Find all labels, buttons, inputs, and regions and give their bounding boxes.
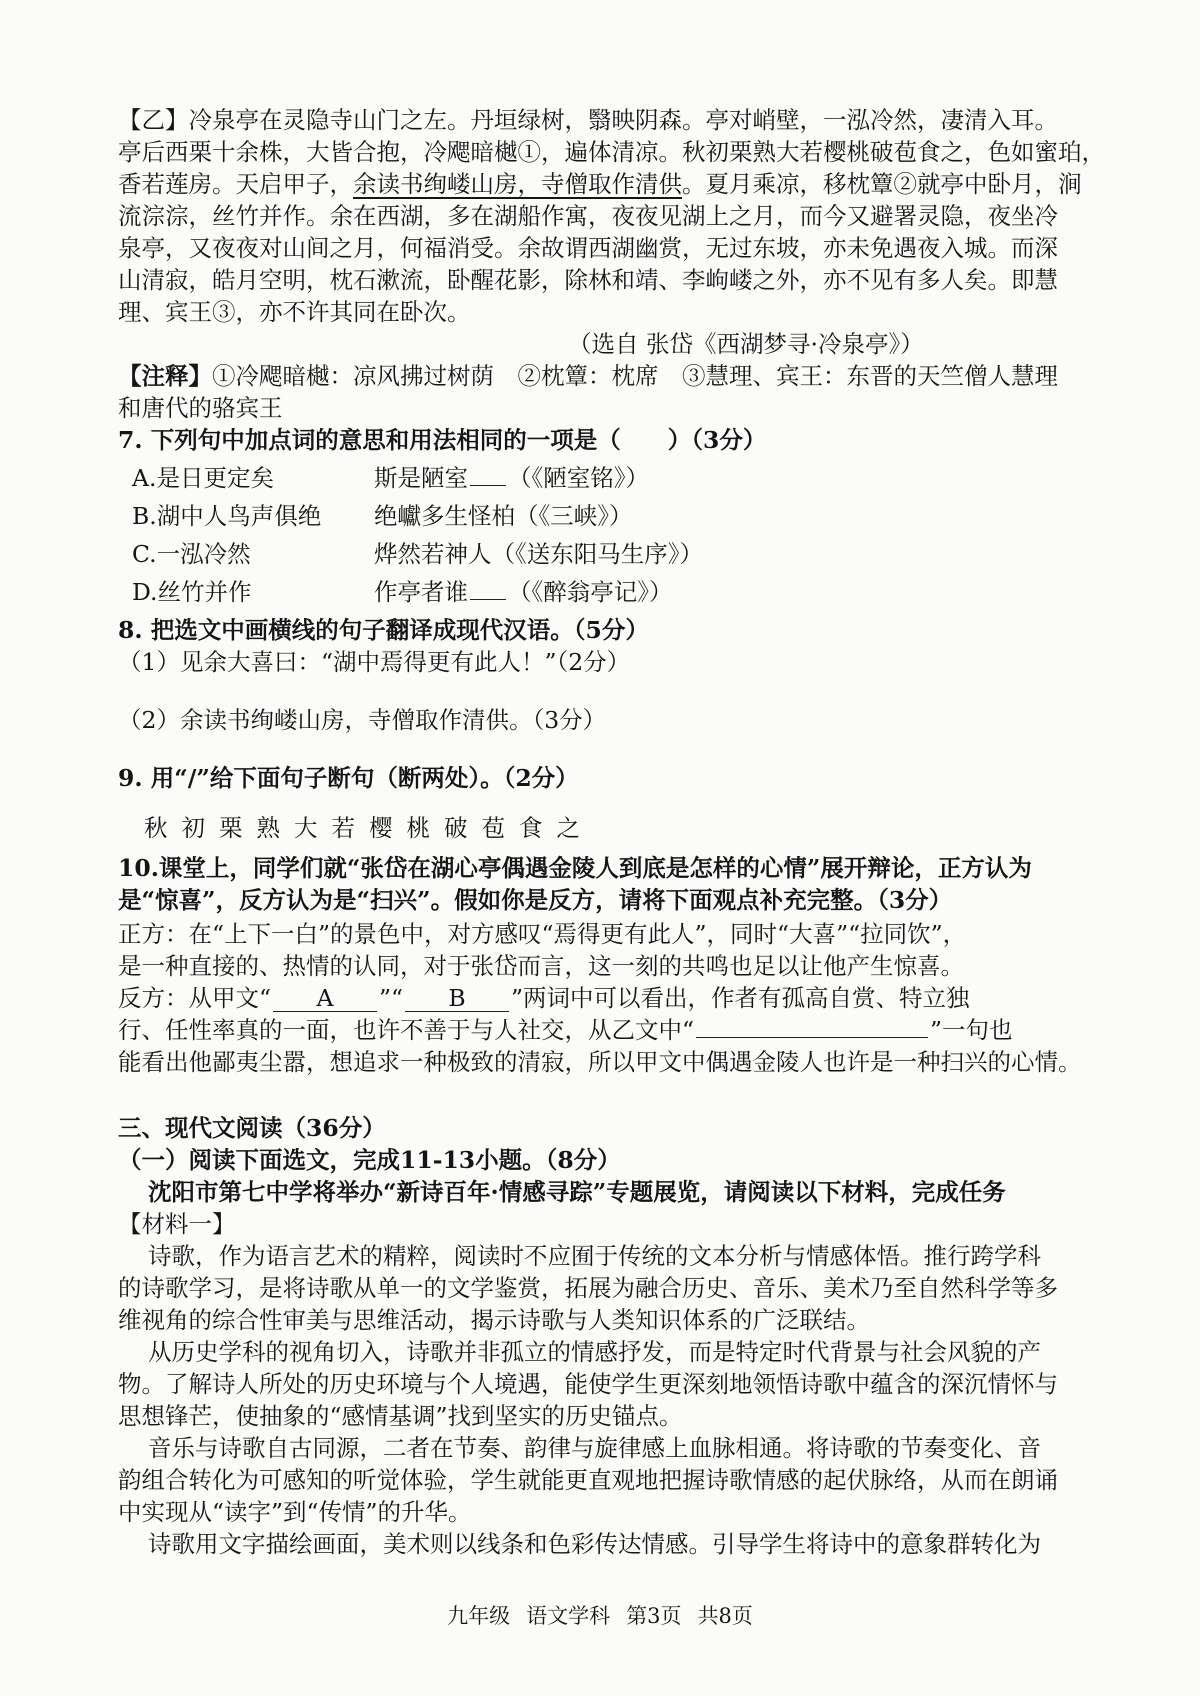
material-p-10: 诗歌用文字描绘画面，美术则以线条和色彩传达情感。引导学生将诗中的意象群转化为 bbox=[148, 1530, 1041, 1558]
passage-b-line-1: 【乙】冷泉亭在灵隐寺山门之左。丹垣绿树，翳映阴森。亭对峭壁，一泓冷然，凄清入耳。 bbox=[118, 106, 1058, 134]
q10-con-line-2: 行、任性率真的一面，也许不善于与人社交，从乙文中“ ”一句也 bbox=[118, 1016, 1013, 1044]
blank-c[interactable] bbox=[696, 1037, 928, 1038]
material-p-7: 音乐与诗歌自古同源，二者在节奏、韵律与旋律感上血脉相通。将诗歌的节奏变化、音 bbox=[148, 1434, 1041, 1462]
q10-stem-line-2: 是“惊喜”，反方认为是“扫兴”。假如你是反方，请将下面观点补充完整。（3分） bbox=[118, 886, 953, 914]
passage-b-line-2: 亭后西栗十余株，大皆合抱，冷飔暗樾①，遍体清凉。秋初栗熟大若樱桃破苞食之，色如蜜珀， bbox=[118, 138, 1105, 166]
q7-option-d-compare: 作亭者谁 （《醉翁亭记》） bbox=[374, 578, 673, 606]
passage-source: （选自 张岱《西湖梦寻·冷泉亭》） bbox=[568, 330, 924, 358]
q7-option-a-compare: 斯是陋室 （《陋室铭》） bbox=[374, 464, 649, 492]
section-3-part-1: （一）阅读下面选文，完成11-13小题。（8分） bbox=[118, 1146, 621, 1174]
passage-b-line-6: 山清寂，皓月空明，枕石漱流，卧醒花影，除林和靖、李岣嵝之外，亦不见有多人矣。即慧 bbox=[118, 266, 1058, 294]
passage-b-line-4: 流淙淙，丝竹并作。余在西湖，多在湖船作寓，夜夜见湖上之月，而今又避署灵隐，夜坐冷 bbox=[118, 202, 1058, 230]
material-p-9: 中实现从“读字”到“传情”的升华。 bbox=[118, 1498, 472, 1526]
q10-con-line-1: 反方：从甲文“ A ”“ B ”两词中可以看出，作者有孤高自赏、特立独 bbox=[118, 984, 970, 1012]
section-3-title: 三、现代文阅读（36分） bbox=[118, 1114, 386, 1142]
q9-stem: 9. 用“/”给下面句子断句（断两处）。（2分） bbox=[118, 764, 579, 792]
blank-b[interactable]: B bbox=[405, 985, 509, 1012]
material-p-5: 物。了解诗人所处的历史环境与个人境遇，能使学生更深刻地领悟诗歌中蕴含的深沉情怀与 bbox=[118, 1370, 1058, 1398]
passage-b-line-7: 理、宾王③，亦不许其同在卧次。 bbox=[118, 298, 471, 326]
material-p-2: 的诗歌学习，是将诗歌从单一的文学鉴赏，拓展为融合历史、音乐、美术乃至自然科学等多 bbox=[118, 1274, 1058, 1302]
q9-sentence: 秋初栗熟大若樱桃破苞食之 bbox=[144, 814, 594, 842]
material-p-4: 从历史学科的视角切入，诗歌并非孤立的情感抒发，而是特定时代背景与社会风貌的产 bbox=[148, 1338, 1041, 1366]
material-p-6: 思想锋芒，使抽象的“感情基调”找到坚实的历史锚点。 bbox=[118, 1402, 683, 1430]
page-footer bbox=[0, 1600, 1200, 1630]
blank-a[interactable]: A bbox=[273, 985, 377, 1012]
q7-option-c: C.一泓冷然 bbox=[132, 540, 251, 568]
notes-line-2: 和唐代的骆宾王 bbox=[118, 394, 283, 422]
q7-option-c-compare: 烨然若神人（《送东阳马生序》） bbox=[374, 540, 703, 568]
material-p-3: 维视角的综合性审美与思维活动，揭示诗歌与人类知识体系的广泛联结。 bbox=[118, 1306, 870, 1334]
q7-option-b-compare: 绝巘多生怪柏（《三峡》） bbox=[374, 502, 633, 530]
passage-b-line-3: 香若莲房。天启甲子，余读书绚嵝山房，寺僧取作清供。夏月乘凉，移枕簟②就亭中卧月，涧 bbox=[118, 170, 1082, 198]
q7-option-a: A.是日更定矣 bbox=[132, 464, 274, 492]
footer-grade: 九年级 bbox=[447, 1604, 511, 1628]
q8-stem: 8. 把选文中画横线的句子翻译成现代汉语。（5分） bbox=[118, 616, 649, 644]
q8-sub-2: （2）余读书绚嵝山房，寺僧取作清供。（3分） bbox=[118, 706, 607, 734]
q7-stem: 7. 下列句中加点词的意思和用法相同的一项是（ ）（3分） bbox=[118, 426, 767, 454]
q7-option-d: D.丝竹并作 bbox=[132, 578, 252, 606]
q10-pro-line-2: 是一种直接的、热情的认同，对于张岱而言，这一刻的共鸣也足以让他产生惊喜。 bbox=[118, 952, 964, 980]
q7-option-b: B.湖中人鸟声俱绝 bbox=[132, 502, 322, 530]
material-p-8: 韵组合转化为可感知的听觉体验，学生就能更直观地把握诗歌情感的起伏脉络，从而在朗诵 bbox=[118, 1466, 1058, 1494]
q10-pro-line-1: 正方：在“上下一白”的景色中，对方感叹“焉得更有此人”，同时“大喜”“拉同饮”， bbox=[118, 920, 967, 948]
material-1-label: 【材料一】 bbox=[118, 1210, 236, 1238]
footer-total: 共8页 bbox=[697, 1604, 753, 1628]
footer-page: 第3页 bbox=[626, 1604, 682, 1628]
footer-subject: 语文学科 bbox=[526, 1604, 611, 1628]
q10-stem-line-1: 10.课堂上，同学们就“张岱在湖心亭偶遇金陵人到底是怎样的心情”展开辩论，正方认为 bbox=[118, 854, 1032, 882]
q10-con-line-3: 能看出他鄙夷尘嚣，想追求一种极致的清寂，所以甲文中偶遇金陵人也许是一种扫兴的心情。 bbox=[118, 1048, 1082, 1076]
material-p-1: 诗歌，作为语言艺术的精粹，阅读时不应囿于传统的文本分析与情感体悟。推行跨学科 bbox=[148, 1242, 1041, 1270]
passage-b-line-5: 泉亭，又夜夜对山间之月，何福消受。余故谓西湖幽赏，无过东坡，亦未免遇夜入城。而深 bbox=[118, 234, 1058, 262]
q8-sub-1: （1）见余大喜曰：“湖中焉得更有此人！”（2分） bbox=[118, 648, 631, 676]
section-3-intro: 沈阳市第七中学将举办“新诗百年·情感寻踪”专题展览，请阅读以下材料，完成任务 bbox=[148, 1178, 1006, 1206]
notes-line-1: 【注释】①冷飔暗樾：凉风拂过树荫 ②枕簟：枕席 ③慧理、宾王：东晋的天竺僧人慧理 bbox=[118, 362, 1058, 390]
underlined-sentence: 余读书绚嵝山房，寺僧取作清供 bbox=[353, 170, 682, 198]
